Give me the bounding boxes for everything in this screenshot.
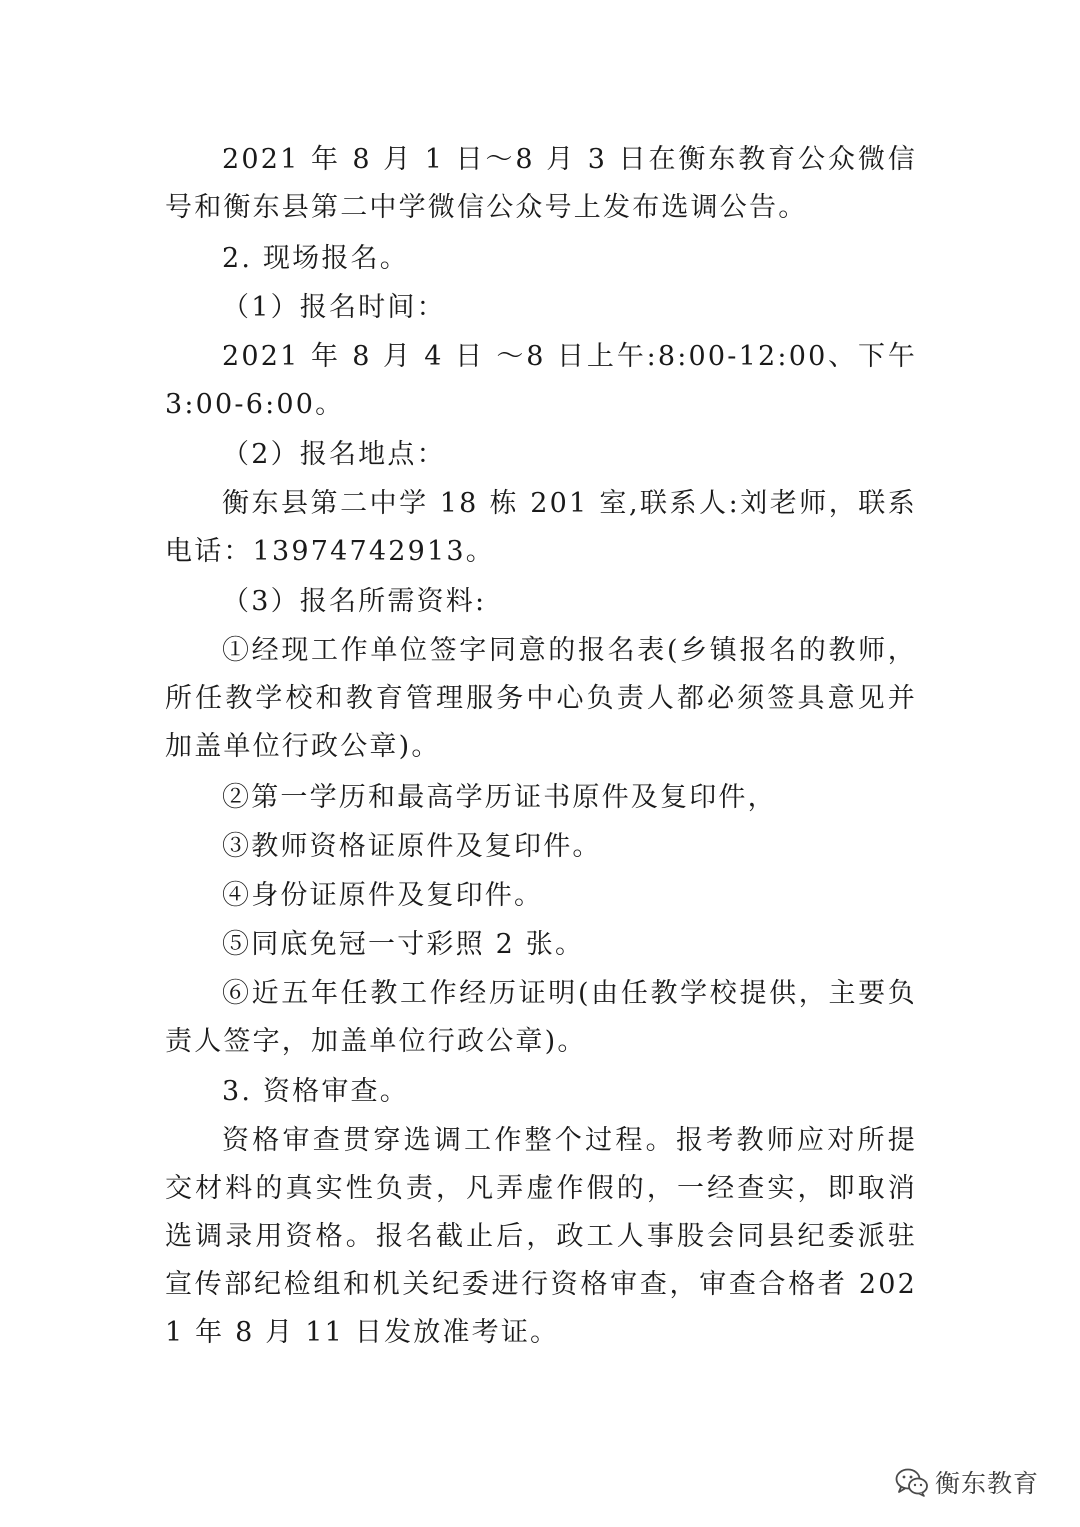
list-item-material-1: ①经现工作单位签字同意的报名表(乡镇报名的教师，所任教学校和教育管理服务中心负责人都必须签具意见并加盖单位行政公章)。 <box>165 635 917 762</box>
heading-onsite-registration: 2. 现场报名。 <box>222 243 409 274</box>
wechat-icon <box>895 1467 929 1497</box>
heading-registration-time: （1）报名时间： <box>222 292 446 323</box>
list-item-material-2: ②第一学历和最高学历证书原件及复印件， <box>222 782 777 813</box>
list-item-material-4: ④身份证原件及复印件。 <box>222 880 544 911</box>
heading-registration-location: （2）报名地点： <box>222 439 446 470</box>
list-item-material-5: ⑤同底免冠一寸彩照 2 张。 <box>222 929 585 960</box>
paragraph-registration-location: 衡东县第二中学 18 栋 201 室,联系人:刘老师，联系电话：13974742913。 <box>165 488 917 567</box>
watermark-label: 衡东教育 <box>935 1469 1040 1498</box>
paragraph-announcement: 2021 年 8 月 1 日～8 月 3 日在衡东教育公众微信号和衡东县第二中学微信公众号上发布选调公告。 <box>165 144 917 223</box>
watermark <box>895 1458 1065 1506</box>
paragraph-qualification-review: 资格审查贯穿选调工作整个过程。报考教师应对所提交材料的真实性负责，凡弄虚作假的，一经查实，即取消选调录用资格。报名截止后，政工人事股会同县纪委派驻宣传部纪检组和机关纪委进行资格审查，审查合格者 2021 年 8 月 11 日发放准考证。 <box>165 1125 917 1348</box>
paragraph-registration-time: 2021 年 8 月 4 日 ～8 日上午:8:00-12:00、下午 3:00-6:00。 <box>165 341 917 420</box>
list-item-material-3: ③教师资格证原件及复印件。 <box>222 831 602 862</box>
list-item-material-6: ⑥近五年任教工作经历证明(由任教学校提供，主要负责人签字，加盖单位行政公章)。 <box>165 978 917 1057</box>
heading-required-materials: （3）报名所需资料: <box>222 586 487 617</box>
heading-qualification-review: 3. 资格审查。 <box>222 1076 409 1107</box>
